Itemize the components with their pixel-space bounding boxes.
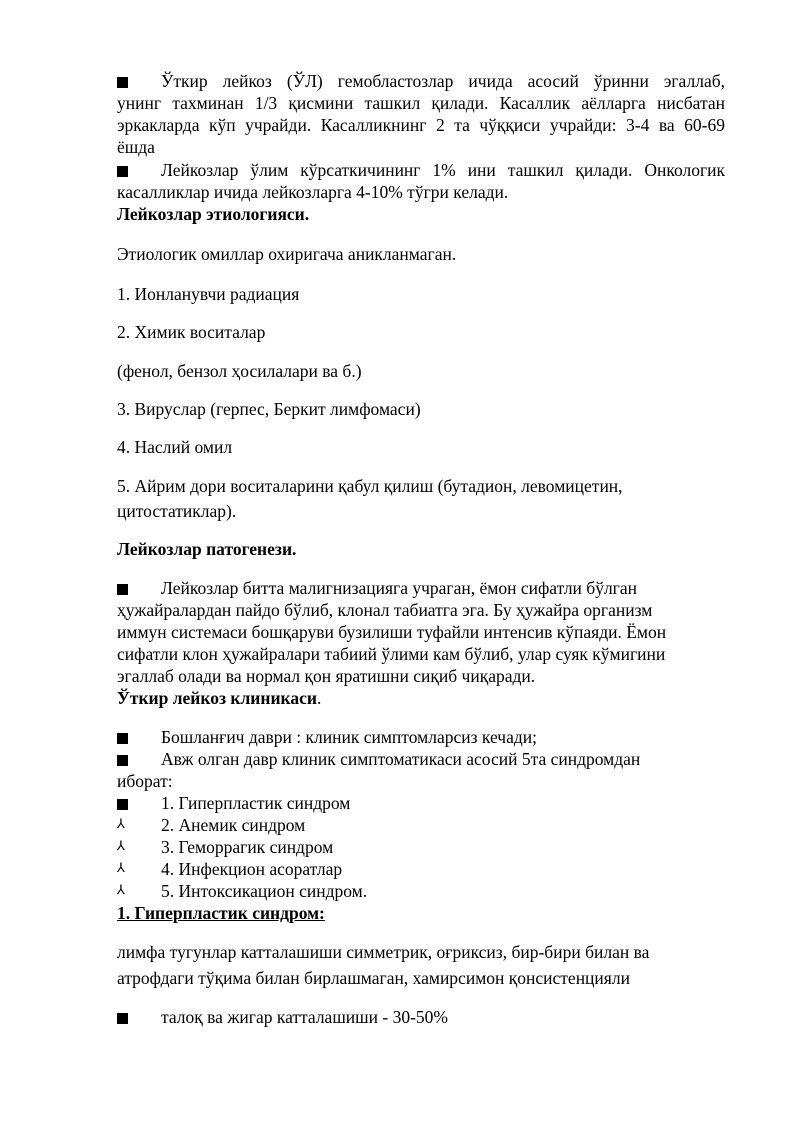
pathogenesis-heading: Лейкозлар патогенези. [117, 539, 297, 559]
clinic-advanced-cont: иборат: [117, 771, 173, 791]
etiology-item: 1. Ионланувчи радиация [117, 284, 300, 304]
square-bullet-icon [117, 726, 131, 748]
etiology-item: (фенол, бензол ҳосилалари ва б.) [117, 361, 362, 381]
etiology-item: 3. Вируслар (герпес, Беркит лимфомаси) [117, 399, 421, 419]
square-bullet-icon [117, 1006, 131, 1028]
etiology-heading: Лейкозлар этиологияси. [117, 204, 310, 224]
hyperplastic-heading: 1. Гиперпластик синдром: [117, 903, 325, 923]
pathogenesis-line: сифатли клон ҳужайралари табиий ўлими кам бўлиб, улар суяк кўмигини [117, 644, 666, 664]
etiology-item: 2. Химик воситалар [117, 322, 266, 342]
arrowhead-bullet-icon: ⅄ [117, 839, 125, 854]
intro-para1-line2: унинг тахминан 1/3 қисмини ташкил қилади. Касаллик аёлларга нисбатан [117, 93, 725, 113]
etiology-item: 5. Айрим дори воситаларини қабул қилиш (бутадион, левомицетин, [117, 476, 623, 496]
arrowhead-bullet-icon: ⅄ [117, 883, 125, 898]
intro-para2-line2: касалликлар ичида лейкозларга 4-10% тўгри келади. [117, 182, 509, 202]
intro-para1-line4: ёшда [117, 137, 155, 157]
arrowhead-bullet-icon: ⅄ [117, 861, 125, 876]
pathogenesis-line: ҳужайралардан пайдо бўлиб, клонал табиатга эга. Бу ҳужайра организм [117, 600, 653, 620]
intro-para1-line3: эркакларда кўп учрайди. Касалликнинг 2 та чўққиси учрайди: 3-4 ва 60-69 [117, 115, 725, 135]
square-bullet-icon [117, 748, 131, 770]
pathogenesis-line: эгаллаб олади ва нормал қон яратишни сиқиб чиқаради. [117, 666, 536, 686]
hyperplastic-line: атрофдаги тўқима билан бирлашмаган, хамирсимон қонсистенцияли [117, 968, 630, 988]
etiology-intro: Этиологик омиллар охиригача аникланмаган. [117, 244, 457, 264]
etiology-item: 4. Наслий омил [117, 437, 233, 457]
hyperplastic-line: лимфа тугунлар катталашиши симметрик, оғриксиз, бир-бири билан ва [117, 942, 650, 962]
square-bullet-icon [117, 792, 131, 814]
square-bullet-icon [117, 70, 131, 92]
square-bullet-icon [117, 159, 131, 181]
arrowhead-bullet-icon: ⅄ [117, 817, 125, 832]
pathogenesis-line: иммун системаси бошқаруви бузилиши туфайли интенсив кўпаяди. Ёмон [117, 622, 667, 642]
square-bullet-icon [117, 577, 131, 599]
etiology-item: цитостатиклар). [117, 501, 237, 521]
clinic-heading: Ўткир лейкоз клиникаси. [117, 688, 322, 708]
